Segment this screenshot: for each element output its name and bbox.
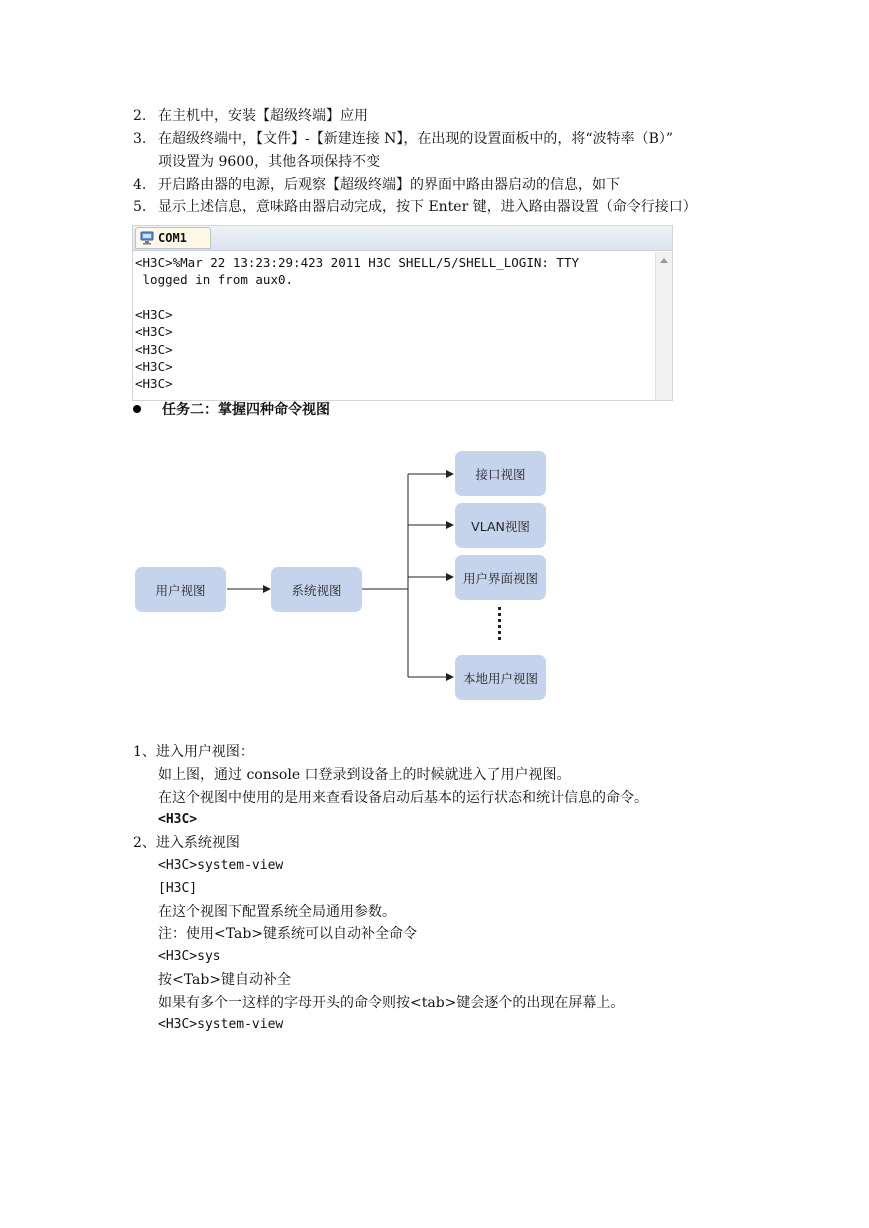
step-text: 显示上述信息，意味路由器启动完成，按下 Enter 键，进入路由器设置（命令行接口） bbox=[158, 199, 697, 215]
command-line: <H3C>sys bbox=[158, 949, 221, 964]
terminal-line: <H3C> bbox=[135, 342, 173, 357]
step-text: 在超级终端中，【文件】-【新建连接 N】，在出现的设置面板中的，将“波特率（B）” bbox=[158, 131, 674, 147]
section-1-paragraph: 在这个视图中使用的是用来查看设备启动后基本的运行状态和统计信息的命令。 bbox=[158, 790, 648, 806]
step-text: 在主机中，安装【超级终端】应用 bbox=[158, 108, 368, 124]
section-2-paragraph: 按<Tab>键自动补全 bbox=[158, 972, 292, 988]
terminal-line: <H3C> bbox=[135, 307, 173, 322]
interface-view-node: 接口视图 bbox=[455, 451, 546, 496]
vertical-ellipsis-icon bbox=[498, 607, 501, 640]
command-line: <H3C>system-view bbox=[158, 1017, 284, 1032]
bullet-icon bbox=[133, 405, 141, 413]
step-number: 5. bbox=[133, 199, 147, 215]
section-2-paragraph: 如果有多个一这样的字母开头的命令则按<tab>键会逐个的出现在屏幕上。 bbox=[158, 995, 625, 1011]
user-view-node: 用户视图 bbox=[135, 567, 226, 612]
step-text: 开启路由器的电源，后观察【超级终端】的界面中路由器启动的信息，如下 bbox=[158, 177, 620, 193]
terminal-line: <H3C> bbox=[135, 376, 173, 391]
command-line: <H3C>system-view bbox=[158, 858, 284, 873]
step-number: 4. bbox=[133, 177, 147, 193]
terminal-line: <H3C>%Mar 22 13:23:29:423 2011 H3C SHELL/5/SHELL_LOGIN: TTY bbox=[135, 255, 580, 270]
terminal-output bbox=[133, 252, 655, 400]
section-1-title: 1、进入用户视图： bbox=[133, 744, 254, 760]
user-view-prompt: <H3C> bbox=[158, 812, 198, 827]
terminal-window bbox=[132, 225, 673, 401]
terminal-scrollbar[interactable] bbox=[655, 252, 672, 400]
task-heading: 任务二：掌握四种命令视图 bbox=[162, 402, 330, 418]
local-user-view-node: 本地用户视图 bbox=[455, 655, 546, 700]
step-number: 2. bbox=[133, 108, 147, 124]
step-number: 3. bbox=[133, 131, 147, 147]
terminal-line: <H3C> bbox=[135, 324, 173, 339]
system-view-node: 系统视图 bbox=[271, 567, 362, 612]
terminal-line: <H3C> bbox=[135, 359, 173, 374]
terminal-tab-label: COM1 bbox=[158, 231, 187, 245]
section-2-title: 2、进入系统视图 bbox=[133, 835, 240, 851]
section-1-paragraph: 如上图，通过 console 口登录到设备上的时候就进入了用户视图。 bbox=[158, 767, 571, 783]
section-2-note: 注：使用<Tab>键系统可以自动补全命令 bbox=[158, 926, 418, 942]
scroll-up-icon[interactable] bbox=[660, 258, 668, 263]
section-2-paragraph: 在这个视图下配置系统全局通用参数。 bbox=[158, 904, 396, 920]
user-interface-view-node: 用户界面视图 bbox=[455, 555, 546, 600]
terminal-tab[interactable] bbox=[135, 227, 211, 249]
computer-icon bbox=[140, 231, 154, 245]
system-view-prompt: [H3C] bbox=[158, 881, 198, 896]
terminal-tab-bar bbox=[133, 226, 672, 251]
step-text-continued: 项设置为 9600，其他各项保持不变 bbox=[158, 154, 381, 170]
terminal-line: logged in from aux0. bbox=[135, 272, 294, 287]
vlan-view-node: VLAN视图 bbox=[455, 503, 546, 548]
